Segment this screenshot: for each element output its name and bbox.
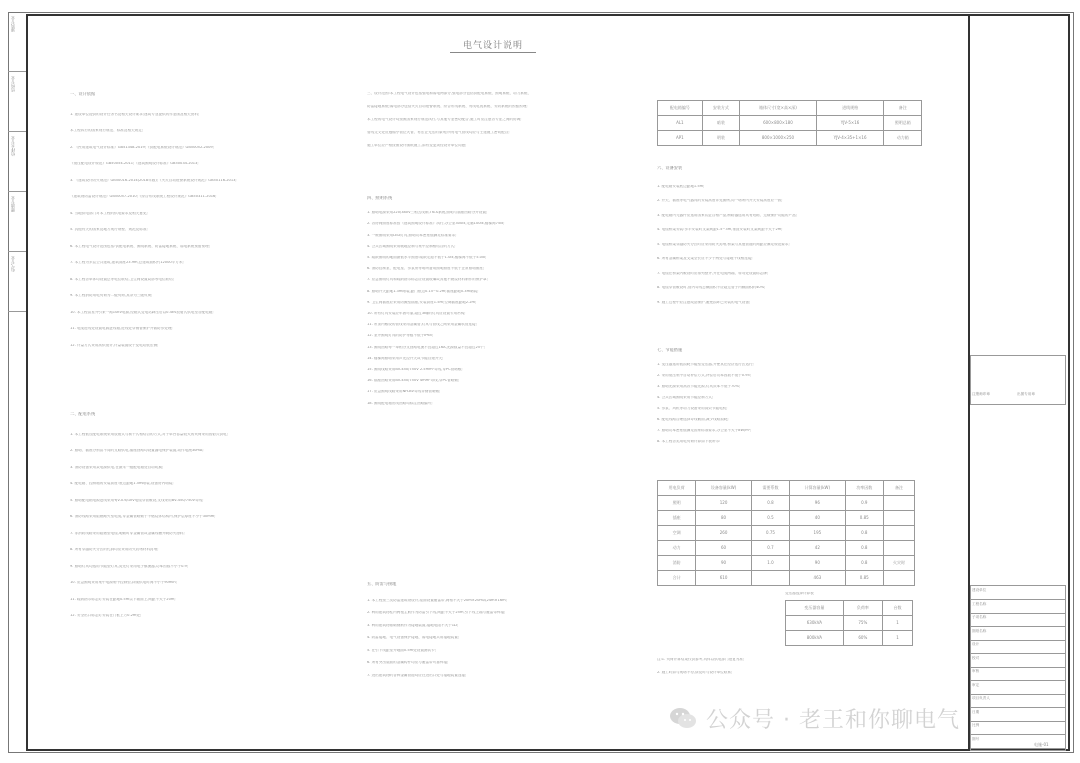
title-block-rule [970,640,1066,641]
text-line: 5. 水泵、风机等动力设备采用高效节能电机; [657,407,728,410]
table-cell: 1.0 [751,556,789,571]
table-cell: 80 [696,511,751,526]
drawing-title: 电气设计说明 [450,38,536,53]
text-line: 1. 变压器选用低损耗节能型变压器,并使其在经济运行区运行; [657,363,754,366]
table-cell: 75% [843,616,882,631]
text-line: 8. 本工程各类用电负荷计算如下表所示: [657,440,721,443]
watermark-text: 公众号 · 老王和你聊电气 [706,707,960,733]
table-header-cell: 计算容量(kW) [790,481,845,496]
text-line: 9. 本工程消防用电负荷为二级负荷,其余为三级负荷; [70,294,153,297]
table-header-cell: 用电负荷 [658,481,696,496]
text-line: 9. 施工过程中应注意成品保护,避免损坏已安装的电气设备; [657,300,751,304]
text-line: 1. 配电箱安装底边距地1.5m; [657,184,705,188]
text-line: 1. 建设单位提供的设计任务书及相关设计要求;建筑专业提供的作业图及相关资料; [70,112,200,116]
table-cell: 195 [790,526,845,541]
sheet-number: 电施-01 [1034,742,1049,747]
text-line: 6. 所有突出屋面的金属构件均应与避雷带可靠焊接; [367,661,449,664]
distribution-box-table [657,100,922,146]
table-header-cell: 变压器容量 [786,601,844,616]
table-cell: 箱体尺寸(宽×高×深) [740,101,817,116]
table-header-row [786,601,913,616]
title-block-label: 建设单位 [972,588,987,592]
text-line: 5. 疏散照明的地面最低水平照度:疏散走道不低于1.0lx,楼梯间不低于5.0lx; [367,256,487,259]
text-line: 管线交叉处应遵循小管让大管、有压让无压的原则;所有电气管线均应与土建施工密切配合; [367,131,510,134]
text-line: 18. 照明配电箱出线回路均标注回路编号; [367,401,433,405]
note-line: 注:1. 负荷计算结果仅供参考,具体以供电部门批复为准; [657,658,745,661]
text-line: 6. 配电线路合理选择导线截面,减少线路损耗; [657,418,729,421]
table-header-row [658,481,915,496]
table-cell: 动力箱 [884,131,922,146]
text-line: 14. 楼梯间照明采用声光控开关或节能自熄开关; [367,356,444,360]
title-block-rule [970,694,1066,695]
table-header-cell: 需要系数 [751,481,789,496]
table-cell: 40 [790,511,845,526]
table-cell: 明装 [702,131,740,146]
table-row [658,556,915,571]
table-cell: 60% [843,631,882,646]
text-line: 5. 电缆桥架穿越防火分区时应采用防火封堵,桥架与其他管道的间距应满足规范要求; [657,242,790,246]
title-block-rule [970,667,1066,668]
text-line: 7. 应急照明灯具和疏散指示标志应设置玻璃或其他不燃烧材料制作的保护罩; [367,278,488,282]
title-block-rule [970,599,1066,600]
table-cell: 0.85 [845,511,883,526]
transformer-table [785,600,913,646]
text-line: 4. 公共区域照明采用就地控制与集中控制相结合的方式; [367,244,456,248]
table-header-cell: 设备容量(kW) [696,481,751,496]
text-line: 12. 安全出口标志灯安装在门框上方0.2m处; [70,614,142,617]
text-line: 11. 疏散指示标志灯安装在距地0.5m以下墙面上,间距不大于20m; [70,597,176,601]
text-line: 7. 非消防线路采用阻燃型电缆,明敷时穿金属管或金属线槽并刷防火涂料; [70,531,185,535]
text-line: 6. 消防控制室、配电室、水泵房等场所备用照明照度不低于正常照明照度; [367,267,485,271]
table-cell: 800×1000×250 [740,131,817,146]
table-cell: 0.8 [845,541,883,556]
binding-cell [8,132,26,192]
table-cell: 600×800×180 [740,116,817,131]
table-cell: 96 [790,496,845,511]
text-line: 8. 照明开关距地1.3m暗装,距门框边0.15~0.2m;插座距地0.3m暗装; [367,289,479,293]
table-cell: 0.85 [845,571,883,586]
title-block-stamp-box [970,355,1066,405]
text-line: 施工单位应严格按照设计图纸施工,如有变更须经设计单位同意; [367,144,467,147]
table-cell: 火灾时 [883,556,914,571]
table-row [658,541,915,556]
table-cell: AL1 [658,116,703,131]
table-cell: 进线规格 [816,101,884,116]
table-cell: 60 [696,541,751,556]
table-cell: 90 [696,556,751,571]
column-right [657,100,957,700]
title-block-info-box [970,585,1066,751]
binding-label: 电气专业 [10,256,15,272]
table-cell: 463 [790,571,845,586]
title-block-label: 图号 [972,736,980,741]
small-table-caption: 变压器选择计算表 [785,592,814,595]
note-line: 2. 施工时如与现场不符,请及时与设计单位联系; [657,671,733,674]
binding-label: 建筑专业 [10,16,15,32]
text-line: 6. 消防线路采用阻燃耐火型电缆,穿金属管暗敷于不燃烧体结构内,保护层厚度不小于30mm; [70,515,216,518]
binding-cell [8,12,26,72]
table-cell [883,526,914,541]
table-cell: AP1 [658,131,703,146]
text-line: 9. 照明灯具均选用节能型灯具,荧光灯采用电子镇流器,功率因数不小于0.9; [70,564,188,568]
table-cell: 120 [696,496,751,511]
text-line: 6. 所有金属桥架及支架全长应不少于两处与接地干线相连接; [657,257,753,260]
title-block-label: 校对 [972,655,980,660]
text-line: 10. 应急照明采用集中电源集中控制型,持续供电时间不小于90min; [70,581,177,584]
text-line: 16. 插座回路采用BV-450/750V 4mm²导线,穿PC管暗敷; [367,379,460,383]
table-row [658,511,915,526]
table-row [658,101,922,116]
binding-cell [8,252,26,312]
text-line: 6. 本工程电气设计范围包括:供配电系统、照明系统、防雷接地系统、弱电系统预留预埋; [70,244,210,248]
table-cell: 260 [696,526,751,541]
text-line: 8. 电缆穿管敷设时,管内导线总截面积不应超过管子内截面积的40%; [657,286,766,289]
text-line: 2. 《民用建筑电气设计标准》GB51348-2019;《供配电系统设计规范》GB50052-2009; [70,145,214,149]
text-line: 防雷接地系统;弱电部分包括火灾自动报警系统、综合布线系统、有线电视系统、安防系统的预留预埋; [367,105,528,108]
text-line: 2. 采用低压集中自动补偿方式,补偿后功率因数不低于0.95; [657,374,751,377]
table-cell: 0.7 [751,541,789,556]
title-block-rule [970,721,1066,722]
binding-cell [8,192,26,252]
text-line: 5. 其他有关的国家及地方现行规程、规范及标准; [70,228,148,231]
table-cell: 800kVA [786,631,844,646]
text-line: 3. 《建筑设计防火规范》GB50016-2014(2018年版);《火灾自动报警系统设计规范》GB50116-2013; [70,178,237,182]
table-header-cell: 备注 [883,481,914,496]
text-line: 11. 吊顶内敷设的管线采用金属管,灯具与管线之间采用金属软管连接; [367,323,477,327]
column-left [70,92,350,692]
table-header-cell: 功率因数 [845,481,883,496]
table-cell: 0.9 [845,496,883,511]
stamp-label: 出图专用章 [1017,392,1035,396]
text-line: 2. 各房间照度标准按《建筑照明设计标准》执行,办公室300lx,走廊100lx,楼梯间75lx; [367,222,505,226]
table-cell: 暗装 [702,116,740,131]
text-line: 7. 电缆在桥架内敷设时应排列整齐,并在电缆两端、转弯处设置标志牌; [657,271,769,275]
title-block-label: 子项名称 [972,615,987,619]
title-block-label: 日期 [972,709,980,714]
text-line: 12. 室外照明灯具的防护等级不低于IP65; [367,334,434,338]
text-line: 《低压配电设计规范》GB50054-2011;《建筑照明设计标准》GB50034-2013; [70,162,199,165]
title-block-label: 比例 [972,723,980,727]
title-block-label: 图纸名称 [972,628,987,633]
section-heading: 一、设计依据 [70,92,96,96]
text-line: 8. 本工程各单体均设置总等电位联结,卫生间设置局部等电位联结; [70,277,174,281]
title-block-rule [970,680,1066,681]
title-block-rule [970,613,1066,614]
section-heading: 二、配电系统 [70,412,96,416]
section-heading: 七、节能措施 [657,348,683,352]
table-cell: 0.75 [751,526,789,541]
text-line: 5. 照明配电箱电源进线采用YJV-0.6/1kV电缆穿管敷设,支线采用BV-450/750V导线; [70,498,204,502]
text-line: 13. 照明回路每一单相分支回路电流不宜超过16A,光源数量不宜超过25个; [367,345,485,349]
title-block-rule [970,734,1066,735]
text-line: 4. 配电箱、控制箱的安装高度:底边距地1.5m暗装,设备房内明装; [70,482,174,485]
table-cell: 插座 [658,511,696,526]
text-line: 12. 计量方式采用高供低计,计量装置设于变电站低压侧; [70,343,159,347]
title-block-rule [970,653,1066,654]
table-cell [883,496,914,511]
binding-label: 暖通专业 [10,196,15,212]
text-line: 本工程的电气设计均按照国家现行规范执行,与其他专业密切配合,施工时应注意各专业之间的协调; [367,118,522,121]
section-heading: 六、设备安装 [657,166,683,170]
binding-column [8,12,26,312]
title-block-rule [970,707,1066,708]
text-line: 17. 应急照明线路采用NH-BV导线穿钢管暗敷; [367,390,441,394]
table-cell [883,511,914,526]
stamp-label: 注册师印章 [972,392,990,396]
text-line: 2. 照明、插座分别由不同的支路供电,插座回路均设置漏电保护装置,动作电流30mA; [70,449,204,452]
table-cell: 安装方式 [702,101,740,116]
binding-label: 给排水专业 [10,136,15,156]
text-line: 5. 在引下线距室外地面0.5m处设置测试卡; [367,648,436,652]
text-line: 3. 配电箱内元器件应选用国家认证合格产品,断路器选用具有短路、过载保护功能的产品; [657,213,797,217]
title-block-label: 审定 [972,682,980,687]
text-line: 4. 公共区域照明采用节能控制方式; [657,396,714,399]
table-cell: 合计 [658,571,696,586]
load-calculation-table [657,480,915,586]
table-cell [751,571,789,586]
text-line: 3. 利用建筑物基础钢筋作为接地装置,接地电阻不大于1Ω; [367,623,459,627]
text-line: 2. 开关、插座等电气器具的安装高度详见图例,同一场所内开关安装高度应一致; [657,199,783,202]
text-line: 3. 消防设备采用双电源供电,在最末一级配电箱处自动切换; [70,465,164,469]
text-line: 7. 本工程为多层公共建筑,建筑高度23.9m,总建筑面积约12000平方米; [70,261,184,264]
table-cell: 1 [882,616,912,631]
table-cell: 动力 [658,541,696,556]
table-cell: 配电箱编号 [658,101,703,116]
title-block-label: 工程名称 [972,601,987,606]
text-line: 9. 卫生间插座应采用防溅型插座,安装高度1.5m;空调插座距地2.2m; [367,300,477,304]
text-line: 7. 照明功率密度值满足国家标准要求,办公室不大于8W/m²; [657,429,752,432]
table-row [658,131,922,146]
title-block-label: 设计 [972,642,980,646]
title-block-label: 审核 [972,669,980,673]
wechat-icon [668,703,698,733]
table-cell: 0.8 [751,496,789,511]
binding-cell [8,72,26,132]
table-cell: 备注 [884,101,922,116]
text-line: 3. 照明光源采用高效节能光源,灯具效率不低于70%; [657,385,741,388]
table-cell: 照明总箱 [884,116,922,131]
table-header-cell: 台数 [882,601,912,616]
text-line: 7. 进出建筑物的各种金属管道均应在进出口处与接地装置连接; [367,673,467,677]
table-cell: 照明 [658,496,696,511]
table-header-cell: 负荷率 [843,601,882,616]
text-line: 1. 本工程按三类防雷建筑物设计,屋面设置避雷带,网格不大于20m×20m或24m×16m; [367,598,507,602]
table-cell: 0.8 [845,526,883,541]
text-line: 1. 照明电源采用220/380V三相五线制,TN-S系统,照明与插座回路分开设置; [367,211,488,215]
title-block-rule [970,626,1066,627]
title-block-rule [970,748,1066,749]
table-cell: 消防 [658,556,696,571]
text-line: 本工程执行的国家现行规范、标准及相关规定; [70,129,144,132]
binding-label: 结构专业 [10,76,15,92]
text-line: 10. 本工程由室外引来一路10kV电源,经箱式变电站降压后以0.4kV放射式供电至各配电箱; [70,310,214,314]
text-line: 4. 当地供电部门对本工程的供电要求及相关意见; [70,211,148,215]
table-row [658,571,915,586]
section-heading: 五、防雷与接地 [367,582,397,586]
text-line: 10. 所有灯具安装应牢固可靠,超过3kg的灯具应设置专用吊钩; [367,312,466,315]
table-row [786,631,913,646]
text-line: 15. 照明线路采用BV-450/750V 2.5mm²导线,穿PC管暗敷; [367,368,463,371]
table-cell: 0.5 [751,511,789,526]
text-line: 8. 所有穿越防火分区的孔洞均应采用防火封堵材料封堵; [70,548,159,551]
text-line: 11. 电缆进线处设置电源进线箱,进线处穿钢管保护并做防水处理; [70,327,173,330]
table-cell [883,541,914,556]
text-line: 《建筑物防雷设计规范》GB50057-2010;《综合布线系统工程设计规范》GB50311-2016; [70,195,217,198]
text-line: 2. 利用建筑物柱内两根主筋作为防雷引下线,间距不大于25m,引下线上端与避雷带焊接; [367,611,506,614]
table-cell: 1 [882,631,912,646]
column-middle [367,92,637,712]
text-line: 三、设计范围:本工程电气设计包括强电和弱电两部分,强电部分包括供配电系统、照明系统、动力系统、 [367,92,532,95]
title-block-label: 项目负责人 [972,696,990,700]
table-cell: 610 [696,571,751,586]
section-heading: 四、照明系统 [367,196,393,200]
table-cell: 空调 [658,526,696,541]
text-line: 3. 一般照明采用LED灯具,照明功率密度值满足标准要求; [367,233,457,237]
table-cell: 90 [790,556,845,571]
table-cell: 42 [790,541,845,556]
table-cell [883,571,914,586]
table-cell: 630kVA [786,616,844,631]
table-row [658,116,922,131]
table-row [786,616,913,631]
table-row [658,526,915,541]
text-line: 1. 本工程低压配电系统采用放射式与树干式相结合的方式,对于单台容量较大的负荷采用放射式供电; [70,432,228,436]
text-line: 4. 电缆桥架安装:水平安装时支架间距1.5~3m,垂直安装时支架间距不大于2m; [657,228,783,231]
text-line: 4. 防雷接地、电气设备保护接地、弱电接地共用接地装置; [367,636,460,639]
watermark [668,703,960,733]
table-cell: YJV-5×16 [816,116,884,131]
table-row [658,496,915,511]
table-cell: YJV-4×35+1×16 [816,131,884,146]
table-cell: 0.8 [845,556,883,571]
